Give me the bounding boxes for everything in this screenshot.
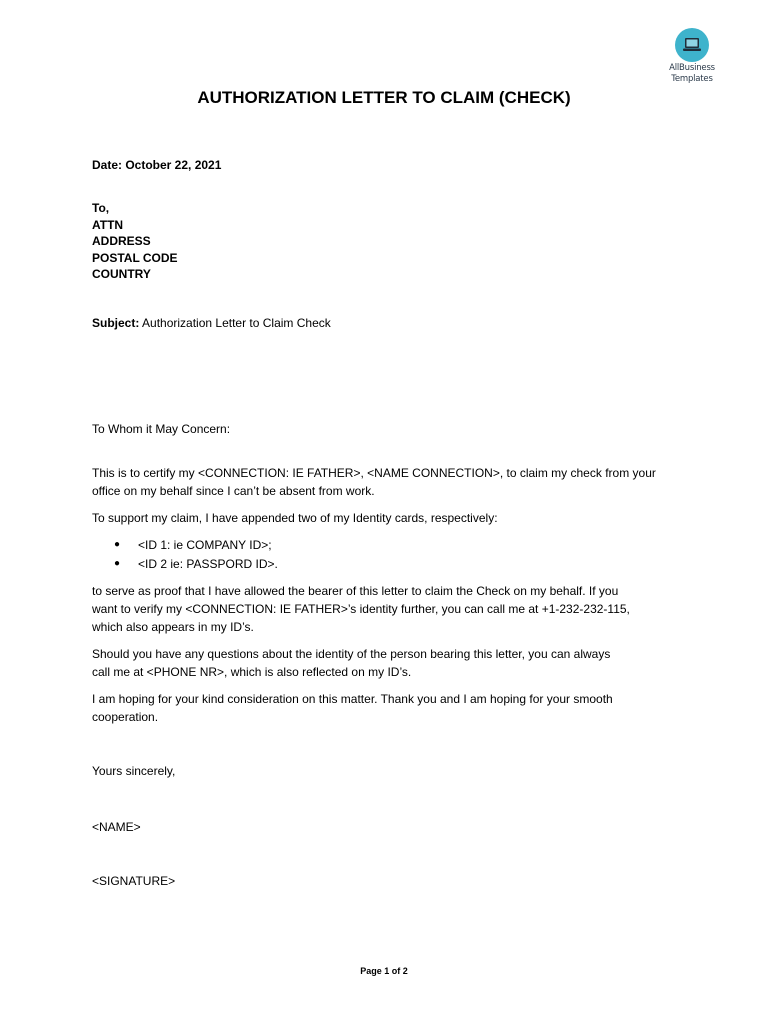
name-placeholder: <NAME> — [92, 820, 141, 834]
letter-date: Date: October 22, 2021 — [92, 158, 222, 172]
address-attn: ATTN — [92, 218, 124, 232]
salutation: To Whom it May Concern: — [92, 422, 231, 436]
paragraph-3-line-2: want to verify my <CONNECTION: IE FATHER>’s identity further, you can call me at +1-232-232-115, — [92, 602, 630, 616]
document-title: AUTHORIZATION LETTER TO CLAIM (CHECK) — [197, 88, 571, 107]
page-number: Page 1 of 2 — [360, 966, 408, 976]
paragraph-5-line-1: I am hoping for your kind consideration on this matter. Thank you and I am hoping for your smooth — [92, 692, 613, 706]
logo-text-line2: Templates — [671, 74, 713, 84]
laptop-icon — [682, 37, 702, 53]
logo-badge — [675, 28, 709, 62]
address-to: To, — [92, 201, 110, 215]
bullet-icon: ● — [114, 539, 121, 550]
subject-line — [92, 314, 331, 332]
paragraph-1-line-1: This is to certify my <CONNECTION: IE FATHER>, <NAME CONNECTION>, to claim my check from your — [92, 466, 656, 480]
paragraph-4-line-1: Should you have any questions about the identity of the person bearing this letter, you can always — [92, 647, 611, 661]
address-country: COUNTRY — [92, 267, 151, 281]
signature-placeholder: <SIGNATURE> — [92, 874, 176, 888]
subject-label: Subject: — [92, 316, 140, 330]
paragraph-3-line-3: which also appears in my ID’s. — [92, 620, 254, 634]
list-item-id2: <ID 2 ie: PASSPORD ID>. — [138, 557, 278, 571]
paragraph-4-line-2: call me at <PHONE NR>, which is also reflected on my ID’s. — [92, 665, 412, 679]
paragraph-2: To support my claim, I have appended two of my Identity cards, respectively: — [92, 511, 498, 525]
closing: Yours sincerely, — [92, 764, 176, 778]
bullet-icon: ● — [114, 558, 121, 569]
address-postal: POSTAL CODE — [92, 251, 178, 265]
list-item-id1: <ID 1: ie COMPANY ID>; — [138, 538, 272, 552]
brand-logo — [664, 28, 720, 84]
address-line: ADDRESS — [92, 234, 151, 248]
paragraph-5-line-2: cooperation. — [92, 710, 159, 724]
logo-text-line1: AllBusiness — [669, 63, 715, 73]
subject-text: Authorization Letter to Claim Check — [139, 316, 331, 330]
paragraph-3-line-1: to serve as proof that I have allowed the bearer of this letter to claim the Check on my behalf. If you — [92, 584, 619, 598]
paragraph-1-line-2: office on my behalf since I can’t be absent from work. — [92, 484, 375, 498]
